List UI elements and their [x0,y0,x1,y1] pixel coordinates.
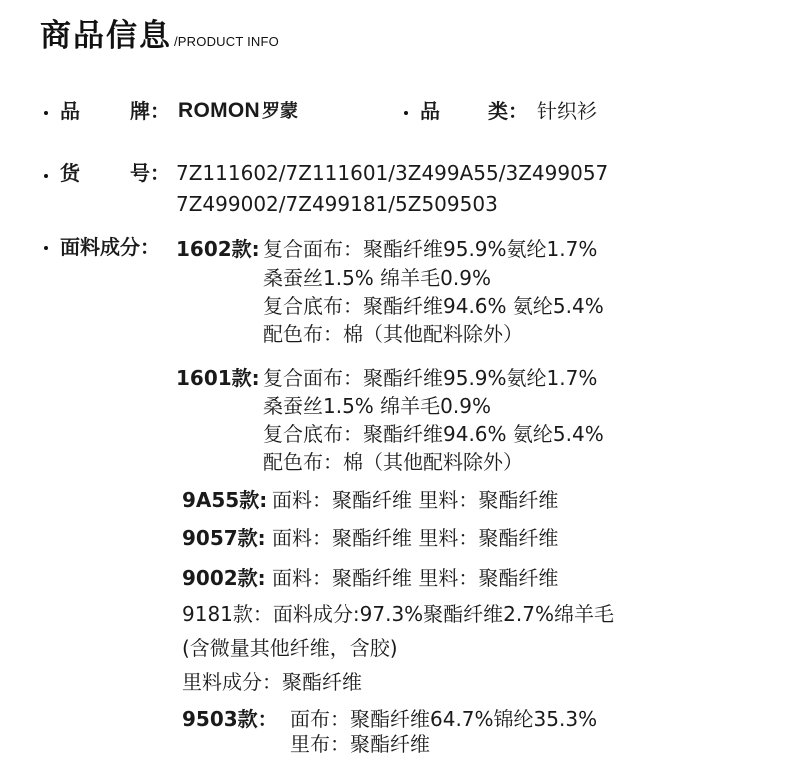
fabric-9181-line-1: 9181款：面料成分:97.3%聚酯纤维2.7%绵羊毛 [182,602,614,626]
brand-name-en: ROMON [178,99,260,122]
style-code-1602: 1602款: [176,237,260,261]
category-label-first: 品 [420,99,440,123]
item-no-line-2: 7Z499002/7Z499181/5Z509503 [176,192,498,216]
fabric-9002-text: 面料：聚酯纤维 里料：聚酯纤维 [272,566,559,590]
category-value: 针织衫 [537,99,597,123]
style-code-9a55: 9A55款: [182,488,268,512]
brand-value [178,96,298,126]
section-title: 商品信息 [40,18,172,54]
fabric-1601-line-1: 复合面布：聚酯纤维95.9%氨纶1.7% [263,366,598,390]
brand-label-first: 品 [60,99,80,123]
style-code-1601: 1601款: [176,366,260,390]
bullet-dot [44,246,48,250]
bullet-dot [44,174,48,178]
fabric-label: 面料成分： [60,235,160,259]
bullet-dot [44,111,48,115]
section-subtitle: /PRODUCT INFO [174,34,279,49]
fabric-1602-line-4: 配色布：棉（其他配料除外） [263,322,523,346]
fabric-9503-line-1: 面布：聚酯纤维64.7%锦纶35.3% [290,707,598,731]
style-code-9057: 9057款: [182,526,266,550]
fabric-9a55-text: 面料：聚酯纤维 里料：聚酯纤维 [272,488,559,512]
fabric-1601-line-4: 配色布：棉（其他配料除外） [263,450,523,474]
fabric-1601-line-3: 复合底布：聚酯纤维94.6% 氨纶5.4% [263,422,604,446]
fabric-1602-line-2: 桑蚕丝1.5% 绵羊毛0.9% [263,266,491,290]
item-no-label-second: 号： [130,161,170,185]
brand-label-second: 牌： [130,99,170,123]
fabric-1601-line-2: 桑蚕丝1.5% 绵羊毛0.9% [263,394,491,418]
item-no-label-first: 货 [60,161,80,185]
fabric-9057-text: 面料：聚酯纤维 里料：聚酯纤维 [272,526,559,550]
fabric-9181-line-3: 里料成分：聚酯纤维 [182,670,362,694]
style-code-9503: 9503款： [182,707,278,731]
fabric-9503-line-2: 里布：聚酯纤维 [290,732,430,756]
brand-name-cn: 罗蒙 [262,101,298,122]
fabric-1602-line-3: 复合底布：聚酯纤维94.6% 氨纶5.4% [263,294,604,318]
fabric-1602-line-1: 复合面布：聚酯纤维95.9%氨纶1.7% [263,237,598,261]
category-label-second: 类： [488,99,528,123]
style-code-9002: 9002款: [182,566,266,590]
section-header [40,18,279,54]
item-no-line-1: 7Z111602/7Z111601/3Z499A55/3Z499057 [176,161,609,185]
fabric-9181-line-2: (含微量其他纤维，含胶) [182,636,398,660]
bullet-dot [404,111,408,115]
